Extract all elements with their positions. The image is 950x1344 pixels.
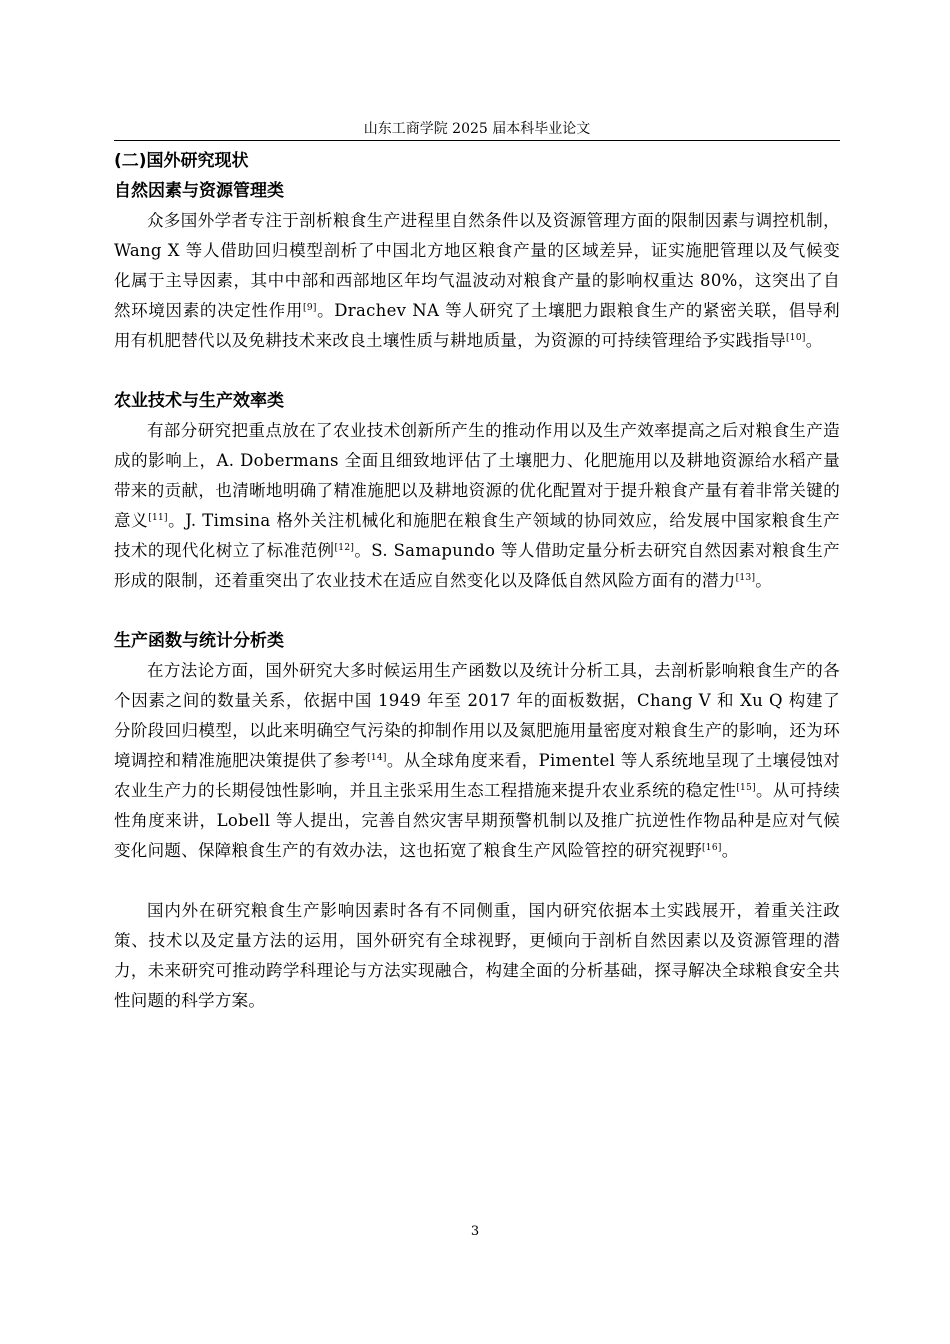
citation-ref: [15] <box>736 783 756 793</box>
citation-ref: [14] <box>367 753 387 763</box>
header-rule <box>114 140 840 141</box>
page-number: 3 <box>470 1224 480 1239</box>
paragraph-natural-factors <box>114 206 840 356</box>
text-run: 。 <box>755 571 773 590</box>
text-run: 众多国外学者专注于剖析粮食生产进程里自然条件以及资源管理方面的限制因素与调控机制，Wang X 等人借助回归模型剖析了中国北方地区粮食产量的区域差异，证实施肥管理以及气候变化属于主导因素，其中中部和西部地区年均气温波动对粮食产量的影响权重达 80%，这突出了自然环境因素的决定性作用 <box>114 211 840 320</box>
text-run: 。Drachev NA 等人研究了土壤肥力跟粮食生产的紧密关联，倡导利用有机肥替代以及免耕技术来改良土壤性质与耕地质量，为资源的可持续管理给予实践指导 <box>114 301 840 350</box>
citation-ref: [12] <box>334 543 355 553</box>
running-header: 山东工商学院 2025 届本科毕业论文 <box>363 121 591 137</box>
section-title: (二)国外研究现状 <box>114 151 249 171</box>
text-run: 。S. Samapundo 等人借助定量分析去研究自然因素对粮食生产形成的限制，还着重突出了农业技术在适应自然变化以及降低自然风险方面有的潜力 <box>114 541 840 590</box>
paragraph-summary: 国内外在研究粮食生产影响因素时各有不同侧重，国内研究依据本土实践展开，着重关注政策、技术以及定量方法的运用，国外研究有全球视野，更倾向于剖析自然因素以及资源管理的潜力，未来研究可推动跨学科理论与方法实现融合，构建全面的分析基础，探寻解决全球粮食安全共性问题的科学方案。 <box>114 901 840 1010</box>
text-run: 。从可持续性角度来讲，Lobell 等人提出，完善自然灾害早期预警机制以及推广抗逆性作物品种是应对气候变化问题、保障粮食生产的有效办法，这也拓宽了粮食生产风险管控的研究视野 <box>114 781 841 860</box>
citation-ref: [10] <box>786 333 806 343</box>
subsection-title-technology: 农业技术与生产效率类 <box>114 391 284 411</box>
citation-ref: [16] <box>702 843 722 853</box>
subsection-title-natural: 自然因素与资源管理类 <box>114 181 284 201</box>
text-run: 。 <box>805 331 823 350</box>
text-run: 在方法论方面，国外研究大多时候运用生产函数以及统计分析工具，去剖析影响粮食生产的各个因素之间的数量关系，依据中国 1949 年至 2017 年的面板数据，Chang V 和 Xu Q 构建了分阶段回归模型，以此来明确空气污染的抑制作用以及氮肥施用量密度对粮食生产的影响，还为环境调控和精准施肥决策提供了参考 <box>114 661 840 770</box>
citation-ref: [11] <box>148 513 168 523</box>
citation-ref: [9] <box>303 303 317 313</box>
paragraph-agri-technology <box>114 416 840 596</box>
paragraph-production-function <box>114 656 840 866</box>
subsection-title-statistics: 生产函数与统计分析类 <box>114 631 284 651</box>
text-run: 。从全球角度来看，Pimentel 等人系统地呈现了土壤侵蚀对农业生产力的长期侵蚀性影响，并且主张采用生态工程措施来提升农业系统的稳定性 <box>114 751 841 800</box>
citation-ref: [13] <box>735 573 756 583</box>
text-run: 。 <box>721 841 739 860</box>
text-run: 。J. Timsina 格外关注机械化和施肥在粮食生产领域的协同效应，给发展中国家粮食生产技术的现代化树立了标准范例 <box>114 511 840 560</box>
page-content <box>114 146 840 1016</box>
text-run: 有部分研究把重点放在了农业技术创新所产生的推动作用以及生产效率提高之后对粮食生产造成的影响上，A. Dobermans 全面且细致地评估了土壤肥力、化肥施用以及耕地资源给水稻产量带来的贡献，也清晰地明确了精准施肥以及耕地资源的优化配置对于提升粮食产量有着非常关键的意义 <box>114 421 840 530</box>
